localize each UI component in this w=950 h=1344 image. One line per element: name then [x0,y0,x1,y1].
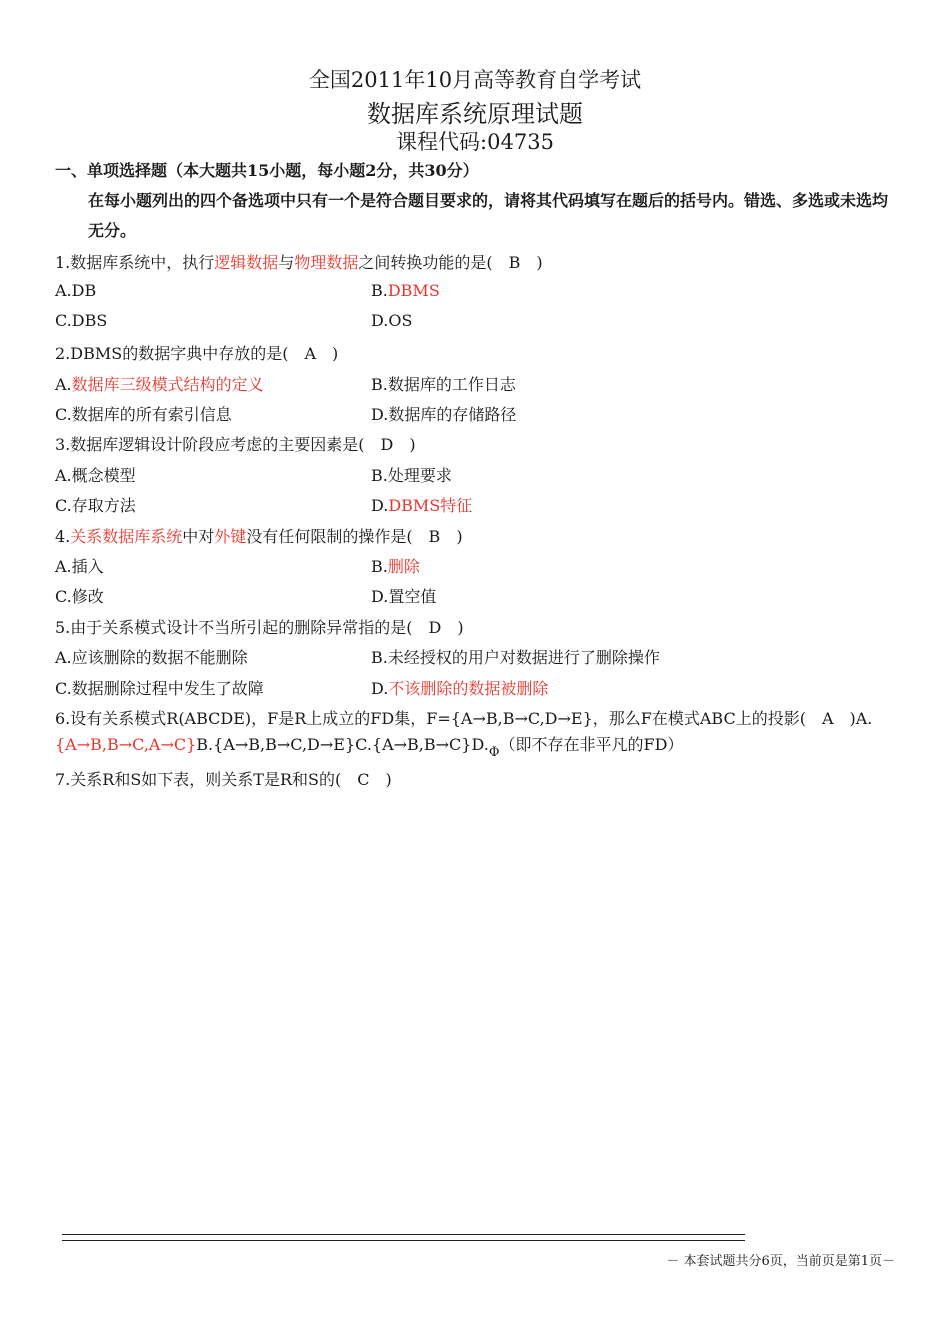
q1-option-b-prefix: B. [371,281,388,300]
q4-text-mid: 中对 [182,527,215,546]
q6-phi-symbol: Φ [488,745,500,760]
q6-options-bcd: B.{A→B,B→C,D→E}C.{A→B,B→C}D. [196,735,489,754]
q5-option-a: A.应该删除的数据不能删除 [55,648,248,667]
q6-stem: 6.设有关系模式R(ABCDE)，F是R上成立的FD集，F={A→B,B→C,D→E}，那么F在模式ABC上的投影( A )A. [55,709,873,728]
q2-option-d: D.数据库的存储路径 [371,405,517,424]
q4-option-b [371,554,420,577]
q4-option-a: A.插入 [55,557,104,576]
question-5-stem: 5.由于关系模式设计不当所引起的删除异常指的是( D ) [55,618,464,637]
footer-divider [62,1234,745,1241]
q1-text-end: 之间转换功能的是( B ) [358,253,543,272]
q4-option-b-answer: 删除 [387,557,420,576]
question-1-stem [55,250,543,273]
q3-option-a: A.概念模型 [55,466,136,485]
question-7-stem: 7.关系R和S如下表，则关系T是R和S的( C ) [55,770,392,789]
q1-option-b [371,281,440,300]
q2-option-c: C.数据库的所有索引信息 [55,405,232,424]
q2-option-a-prefix: A. [55,375,72,394]
q1-option-c: C.DBS [55,311,108,330]
question-3-stem: 3.数据库逻辑设计阶段应考虑的主要因素是( D ) [55,435,416,454]
exam-title: 全国2011年10月高等教育自学考试 [308,68,642,92]
question-4-stem [55,524,463,547]
q4-option-c: C.修改 [55,587,104,606]
q6-option-a-answer: {A→B,B→C,A→C} [55,735,197,754]
q2-option-a [55,372,264,395]
q3-option-d [371,493,472,516]
q1-highlight-physical: 物理数据 [294,253,359,272]
page-footer: － 本套试题共分6页，当前页是第1页－ [666,1254,895,1269]
q1-option-d: D.OS [371,311,413,330]
q5-option-b: B.未经授权的用户对数据进行了删除操作 [371,648,660,667]
q1-option-b-answer: DBMS [387,281,440,300]
section-heading: 一、单项选择题（本大题共15小题，每小题2分，共30分） [55,161,479,180]
q5-option-d-answer: 不该删除的数据被删除 [388,679,549,698]
q2-option-b: B.数据库的工作日志 [371,375,516,394]
section-instruction: 在每小题列出的四个备选项中只有一个是符合题目要求的，请将其代码填写在题后的括号内。错选、多选或未选均无分。 [88,191,889,240]
q4-highlight-foreign-key: 外键 [214,527,247,546]
q1-highlight-logical: 逻辑数据 [214,253,279,272]
question-6 [55,706,903,766]
q3-option-c: C.存取方法 [55,496,136,515]
q3-option-d-answer: DBMS特征 [388,496,473,515]
course-code: 课程代码:04735 [396,130,554,154]
q1-option-a: A.DB [55,281,97,300]
q4-text-end: 没有任何限制的操作是( B ) [246,527,463,546]
q2-option-a-answer: 数据库三级模式结构的定义 [71,375,264,394]
q5-option-d [371,676,548,699]
q5-option-c: C.数据删除过程中发生了故障 [55,679,264,698]
question-2-stem: 2.DBMS的数据字典中存放的是( A ) [55,344,339,363]
q1-text: 1.数据库系统中，执行 [55,253,215,272]
q6-note: （即不存在非平凡的FD） [499,735,684,754]
q4-option-d: D.置空值 [371,587,437,606]
q4-number: 4. [55,527,71,546]
q4-highlight-rdbms: 关系数据库系统 [70,527,183,546]
q5-option-d-prefix: D. [371,679,389,698]
exam-subject: 数据库系统原理试题 [367,100,583,128]
q3-option-d-prefix: D. [371,496,389,515]
q4-option-b-prefix: B. [371,557,388,576]
q1-text-mid: 与 [278,253,295,272]
q3-option-b: B.处理要求 [371,466,452,485]
